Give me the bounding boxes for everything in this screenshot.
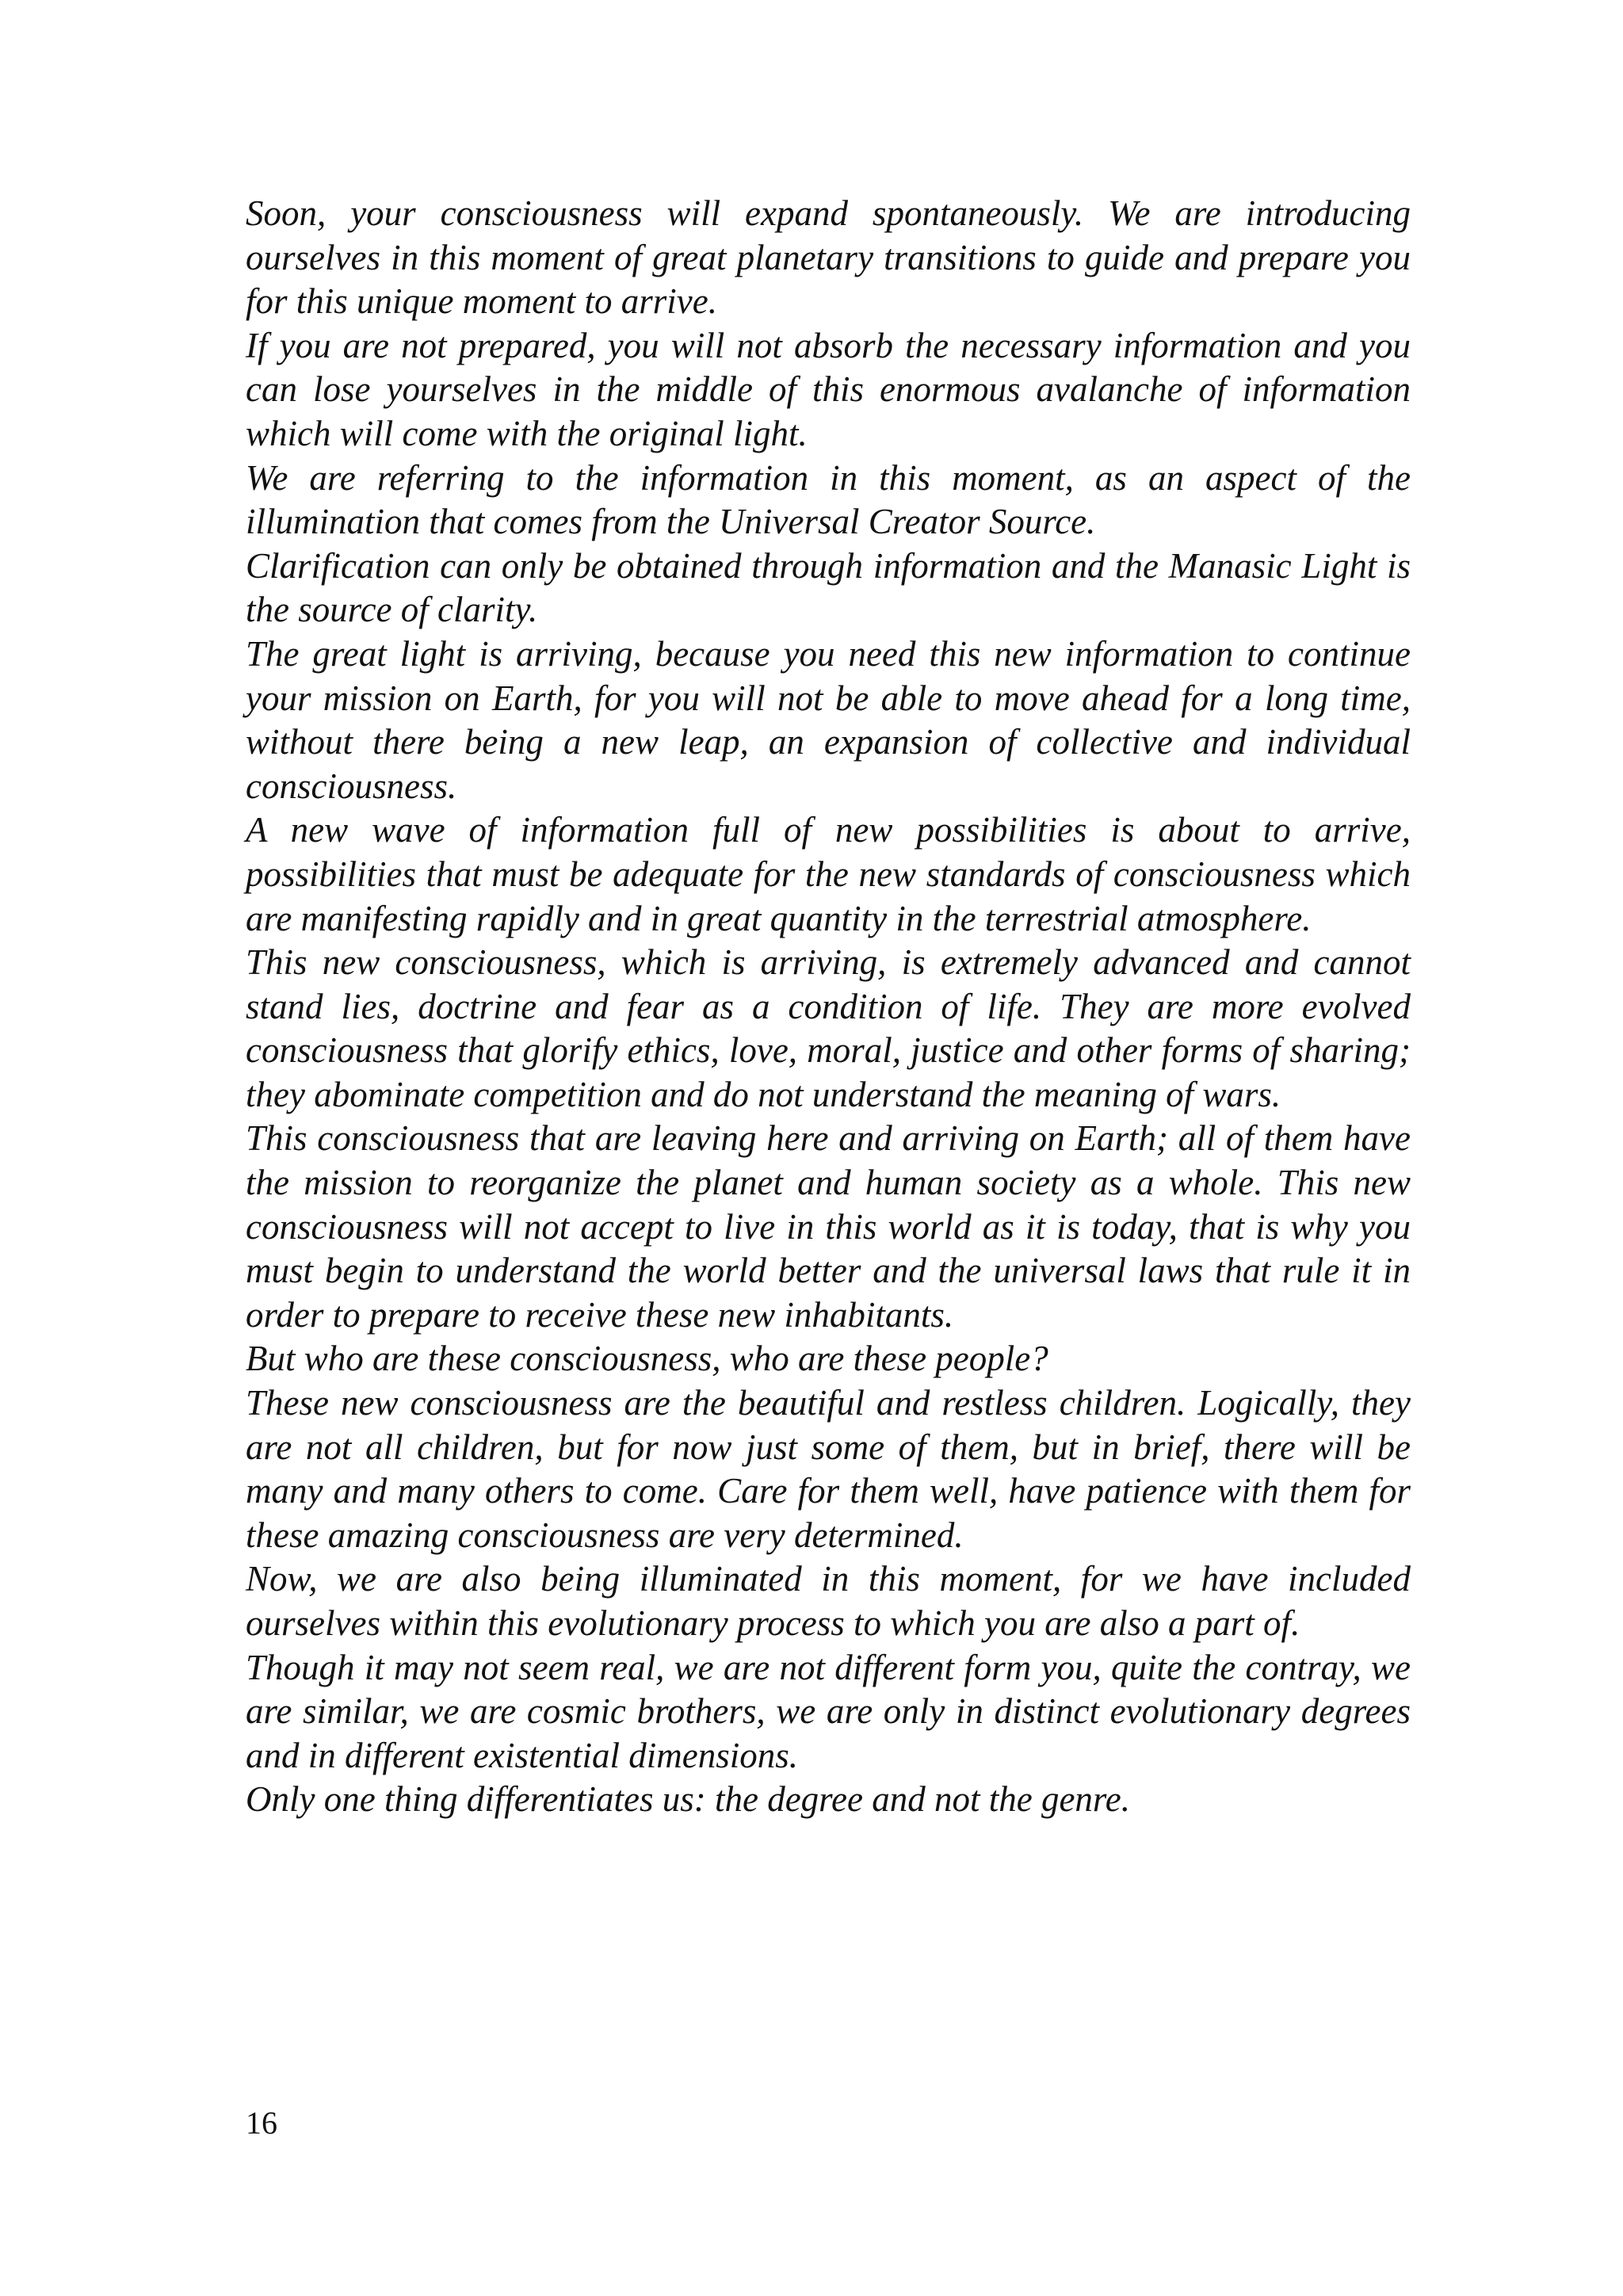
page-number: 16 [246, 2105, 277, 2141]
paragraph: We are referring to the information in this moment, as an aspect of the illumination that comes from the Universal Creator Source. [246, 457, 1411, 542]
paragraph: Though it may not seem real, we are not different form you, quite the contray, we are similar, we are cosmic brothers, we are only in distinct evolutionary degrees and in different existential dimensions. [246, 1647, 1411, 1775]
paragraph: Soon, your consciousness will expand spontaneously. We are introducing ourselves in this moment of great planetary transitions to guide and prepare you for this unique moment to arrive. [246, 193, 1411, 322]
paragraph: Clarification can only be obtained through information and the Manasic Light is the source of clarity. [246, 545, 1411, 630]
paragraph: If you are not prepared, you will not absorb the necessary information and you can lose yourselves in the middle of this enormous avalanche of information which will come with the original light. [246, 325, 1411, 453]
paragraph: Now, we are also being illuminated in this moment, for we have included ourselves within this evolutionary process to which you are also a part of. [246, 1559, 1411, 1643]
paragraph: But who are these consciousness, who are these people? [246, 1339, 1048, 1379]
paragraph: A new wave of information full of new possibilities is about to arrive, possibilities that must be adequate for the new standards of consciousness which are manifesting rapidly and in great quantity in the terrestrial atmosphere. [246, 810, 1411, 938]
paragraph: Only one thing differentiates us: the degree and not the genre. [246, 1779, 1130, 1820]
paragraph: This consciousness that are leaving here and arriving on Earth; all of them have the mission to reorganize the planet and human society as a whole. This new consciousness will not accept to live in this world as it is today, that is why you must begin to understand the world better and the universal laws that rule it in order to prepare to receive these new inhabitants. [246, 1118, 1411, 1335]
paragraph: These new consciousness are the beautiful and restless children. Logically, they are not all children, but for now just some of them, but in brief, there will be many and many others to come. Care for them well, have patience with them for these amazing consciousness are very determined. [246, 1383, 1411, 1555]
paragraph: This new consciousness, which is arriving, is extremely advanced and cannot stand lies, doctrine and fear as a condition of life. They are more evolved consciousness that glorify ethics, love, moral, justice and other forms of sharing; they abominate competition and do not understand the meaning of wars. [246, 942, 1411, 1114]
body-text [246, 192, 1411, 1822]
paragraph: The great light is arriving, because you need this new information to continue your mission on Earth, for you will not be able to move ahead for a long time, without there being a new leap, an expansion of collective and individual consciousness. [246, 633, 1411, 806]
